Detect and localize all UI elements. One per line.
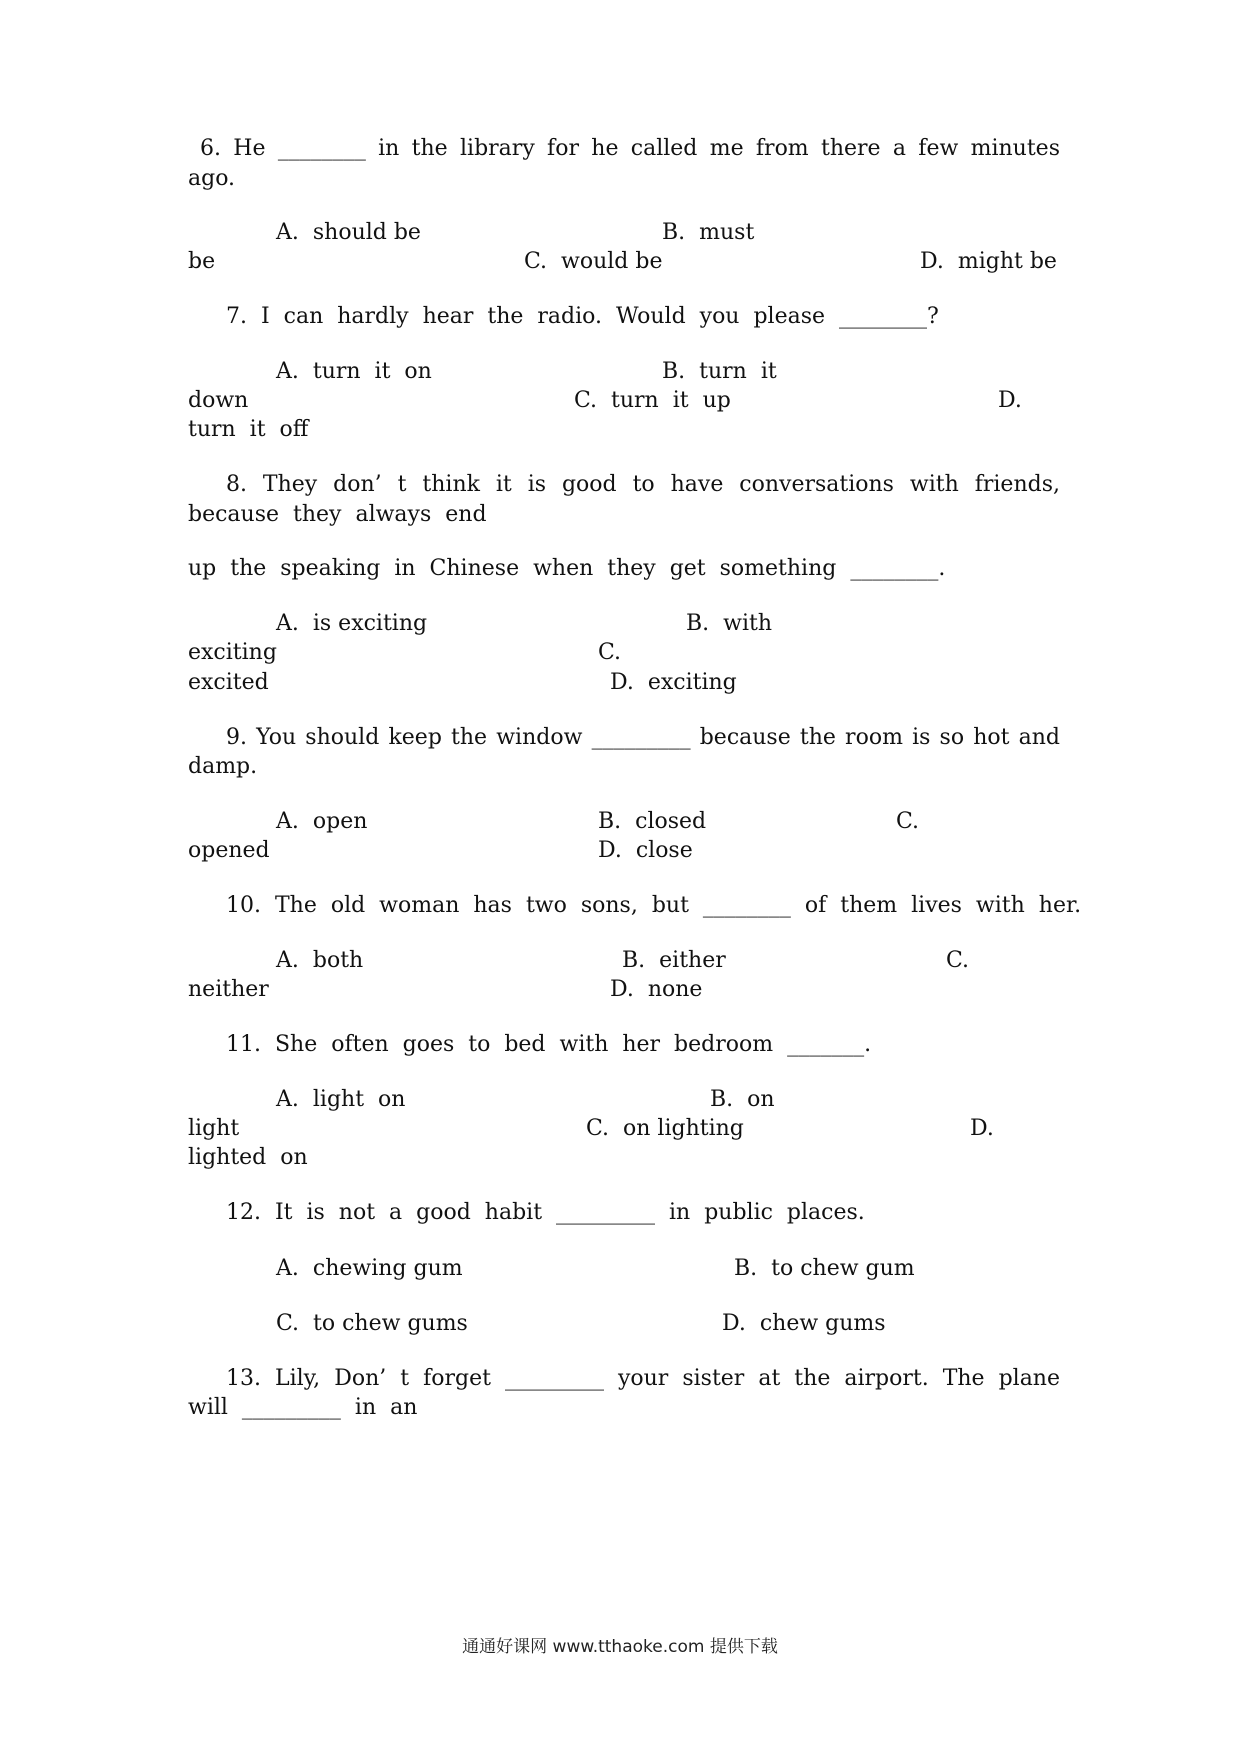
q8-stem: 8. They don’ t think it is good to have conversations with friends, bbox=[226, 472, 1060, 497]
q11-stem: 11. She often goes to bed with her bedroom _______. bbox=[226, 1032, 872, 1057]
q11-option-b: B. on bbox=[710, 1087, 775, 1112]
q9-option-d: D. close bbox=[598, 838, 693, 863]
q8-option-d: D. exciting bbox=[610, 670, 737, 695]
q11-option-b-cont: light bbox=[188, 1116, 240, 1141]
q12-option-c: C. to chew gums bbox=[276, 1311, 468, 1336]
q7-option-d: D. bbox=[998, 388, 1022, 413]
q6-option-c: C. would be bbox=[524, 249, 663, 274]
q7-stem: 7. I can hardly hear the radio. Would you please ________? bbox=[226, 304, 939, 329]
q8-stem-cont-2: up the speaking in Chinese when they get something ________. bbox=[188, 556, 946, 581]
q9-stem-cont: damp. bbox=[188, 754, 258, 779]
q13-stem-cont: will _________ in an bbox=[188, 1395, 418, 1420]
q6-option-d: D. might be bbox=[920, 249, 1057, 274]
q8-option-a: A. is exciting bbox=[276, 611, 428, 636]
q9-option-a: A. open bbox=[276, 809, 368, 834]
q9-option-c: C. bbox=[896, 809, 920, 834]
q12-option-a: A. chewing gum bbox=[276, 1256, 463, 1281]
q9-stem: 9. You should keep the window _________ because the room is so hot and bbox=[226, 725, 1060, 750]
q10-option-a: A. both bbox=[276, 948, 364, 973]
q7-option-a: A. turn it on bbox=[276, 359, 432, 384]
q8-option-b: B. with bbox=[686, 611, 773, 636]
q12-option-b: B. to chew gum bbox=[734, 1256, 915, 1281]
q9-option-b: B. closed bbox=[598, 809, 707, 834]
q6-stem: 6. He ________ in the library for he called me from there a few minutes bbox=[200, 136, 1060, 161]
q10-option-b: B. either bbox=[622, 948, 726, 973]
q7-option-b-cont: down bbox=[188, 388, 249, 413]
q10-stem: 10. The old woman has two sons, but ________ of them lives with her. bbox=[226, 893, 1082, 918]
q8-stem-cont: because they always end bbox=[188, 502, 487, 527]
q9-option-c-cont: opened bbox=[188, 838, 270, 863]
q8-option-c-cont: excited bbox=[188, 670, 269, 695]
q6-option-b: B. must bbox=[662, 220, 755, 245]
q11-option-d: D. bbox=[970, 1116, 994, 1141]
q8-option-b-cont: exciting bbox=[188, 640, 277, 665]
q10-option-d: D. none bbox=[610, 977, 703, 1002]
page-footer: 通通好课网 www.tthaoke.com 提供下载 bbox=[462, 1637, 778, 1657]
q13-stem: 13. Lily, Don’ t forget _________ your sister at the airport. The plane bbox=[226, 1366, 1060, 1391]
q11-option-a: A. light on bbox=[276, 1087, 406, 1112]
q7-option-c: C. turn it up bbox=[574, 388, 731, 413]
q7-option-b: B. turn it bbox=[662, 359, 777, 384]
q11-option-d-cont: lighted on bbox=[188, 1145, 308, 1170]
q8-option-c: C. bbox=[598, 640, 622, 665]
q11-option-c: C. on lighting bbox=[586, 1116, 744, 1141]
q6-stem-cont: ago. bbox=[188, 166, 236, 191]
q10-option-c: C. bbox=[946, 948, 970, 973]
q7-option-d-cont: turn it off bbox=[188, 417, 309, 442]
q6-option-b-cont: be bbox=[188, 249, 216, 274]
q12-option-d: D. chew gums bbox=[722, 1311, 886, 1336]
q6-option-a: A. should be bbox=[276, 220, 421, 245]
q12-stem: 12. It is not a good habit _________ in public places. bbox=[226, 1200, 865, 1225]
q10-option-c-cont: neither bbox=[188, 977, 269, 1002]
